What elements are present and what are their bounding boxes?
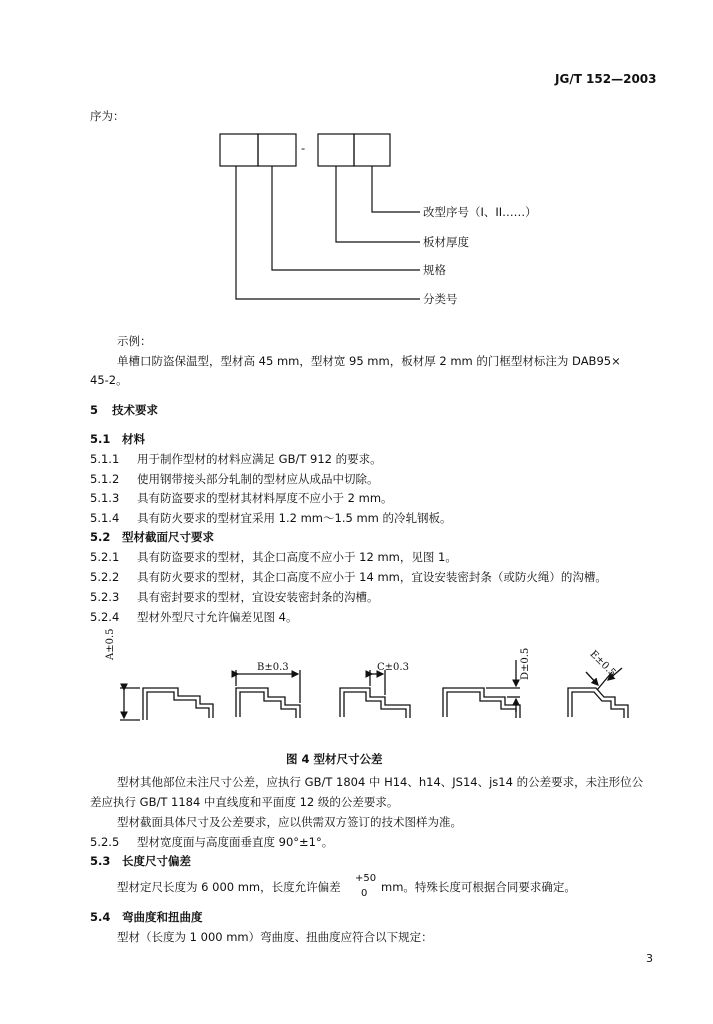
label-c-tolerance: C±0.3: [377, 662, 409, 673]
clause-number: 5.2.2: [90, 570, 120, 584]
code-label-revision: 改型序号（I、II……）: [423, 205, 537, 219]
clause-text: 型材宽度面与高度面垂直度 90°±1°。: [137, 835, 334, 849]
code-label-category: 分类号: [423, 292, 458, 306]
section-heading: 技术要求: [112, 403, 158, 417]
paragraph-line: 型材截面具体尺寸及公差要求，应以供需双方签订的技术图样为准。: [117, 815, 462, 829]
standard-code: JG/T 152—2003: [555, 72, 657, 86]
code-label-spec: 规格: [423, 263, 446, 277]
clause-number: 5.2.4: [90, 610, 120, 624]
paragraph-line: 型材其他部位未注尺寸公差，应执行 GB/T 1804 中 H14、h14、JS14、js14 的公差要求，未注形位公: [117, 775, 644, 789]
profile-a: [143, 688, 213, 720]
section-number: 5.4: [90, 910, 111, 924]
section-number: 5.3: [90, 854, 111, 868]
label-a-tolerance: A±0.5: [105, 628, 116, 660]
section-heading: 弯曲度和扭曲度: [122, 910, 203, 924]
label-d-tolerance: D±0.5: [520, 647, 531, 680]
clause-text: 型材外型尺寸允许偏差见图 4。: [137, 610, 298, 624]
clause-number: 5.1.4: [90, 511, 120, 525]
paragraph-line: 型材（长度为 1 000 mm）弯曲度、扭曲度应符合以下规定：: [117, 930, 433, 944]
intro-text: 序为：: [90, 109, 125, 123]
example-line-2: 45-2。: [90, 373, 128, 387]
length-text-post: mm。特殊长度可根据合同要求确定。: [381, 880, 576, 894]
length-text-pre: 型材定尺长度为 6 000 mm，长度允许偏差: [117, 880, 341, 894]
clause-number: 5.2.5: [90, 835, 120, 849]
figure-caption: 图 4 型材尺寸公差: [286, 752, 383, 766]
section-number: 5.1: [90, 432, 111, 446]
clause-number: 5.1.2: [90, 472, 120, 486]
label-e-tolerance: E±0.5: [587, 648, 618, 679]
tolerance-upper: +50: [355, 873, 377, 884]
clause-text: 具有防火要求的型材宜采用 1.2 mm～1.5 mm 的冷轧钢板。: [137, 511, 452, 525]
clause-text: 具有防火要求的型材，其企口高度不应小于 14 mm，宜设安装密封条（或防火绳）的沟槽。: [137, 570, 607, 584]
label-b-tolerance: B±0.3: [257, 662, 289, 673]
code-separator: -: [301, 141, 306, 155]
clause-text: 具有密封要求的型材，宜设安装密封条的沟槽。: [137, 590, 379, 604]
clause-text: 具有防盗要求的型材，其企口高度不应小于 12 mm，见图 1。: [137, 550, 457, 564]
clause-number: 5.1.1: [90, 452, 120, 466]
clause-text: 使用钢带接头部分轧制的型材应从成品中切除。: [137, 472, 379, 486]
section-number: 5.2: [90, 530, 111, 544]
example-label: 示例：: [117, 334, 152, 348]
clause-number: 5.1.3: [90, 491, 120, 505]
clause-text: 具有防盗要求的型材其材料厚度不应小于 2 mm。: [137, 491, 393, 505]
clause-text: 用于制作型材的材料应满足 GB/T 912 的要求。: [137, 452, 382, 466]
example-line-1: 单槽口防盗保温型，型材高 45 mm，型材宽 95 mm，板材厚 2 mm 的门框型材标注为 DAB95×: [117, 354, 621, 368]
section-heading: 型材截面尺寸要求: [122, 530, 214, 544]
section-heading: 材料: [122, 432, 145, 446]
clause-number: 5.2.3: [90, 590, 120, 604]
code-label-thickness: 板材厚度: [423, 235, 469, 249]
page-number: 3: [646, 952, 653, 965]
tolerance-lower: 0: [361, 888, 368, 899]
clause-number: 5.2.1: [90, 550, 120, 564]
section-heading: 长度尺寸偏差: [122, 854, 191, 868]
paragraph-line: 差应执行 GB/T 1184 中直线度和平面度 12 级的公差要求。: [90, 795, 399, 809]
section-number: 5: [90, 403, 99, 417]
